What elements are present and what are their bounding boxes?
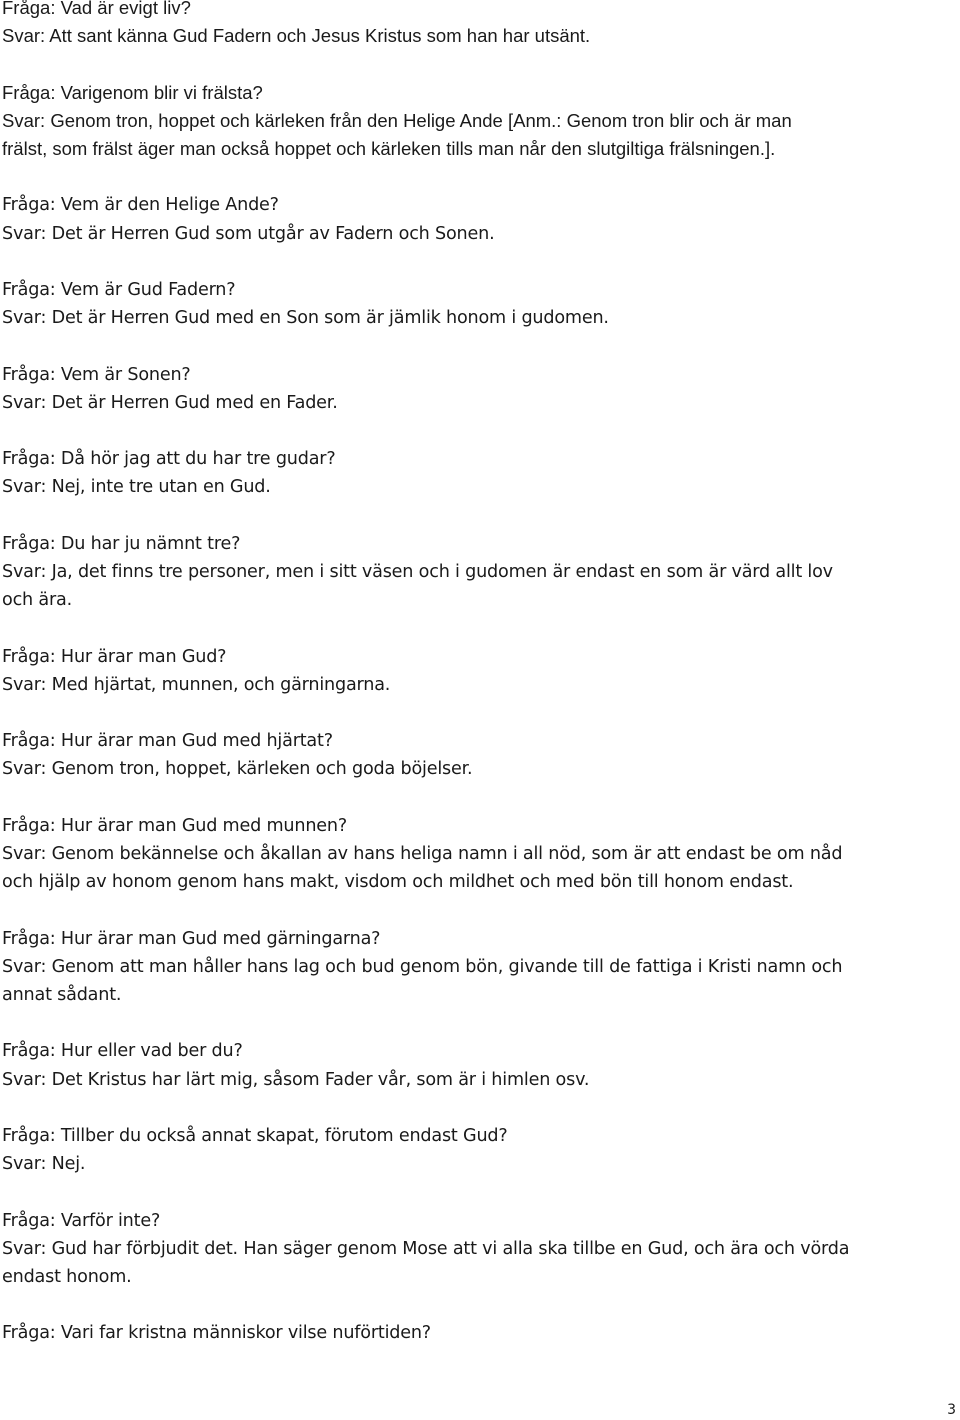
spacer	[2, 896, 942, 924]
question-10: Fråga: Hur ärar man Gud med munnen?	[2, 815, 347, 836]
answer-11-line-2: annat sådant.	[2, 984, 122, 1005]
answer-14-line-1: Svar: Gud har förbjudit det. Han säger genom Mose att vi alla ska tillbe en Gud, och ära och vörda	[2, 1238, 850, 1259]
answer-13: Svar: Nej.	[2, 1154, 86, 1175]
answer-2-line-1: Svar: Genom tron, hoppet och kärleken från den Helige Ande [Anm.: Genom tron blir och är man	[2, 109, 792, 131]
question-9: Fråga: Hur ärar man Gud med hjärtat?	[2, 731, 333, 752]
question-8: Fråga: Hur ärar man Gud?	[2, 646, 227, 667]
answer-1: Svar: Att sant känna Gud Fadern och Jesus Kristus som han har utsänt.	[2, 25, 591, 47]
spacer	[2, 1094, 942, 1122]
answer-14-line-2: endast honom.	[2, 1266, 132, 1287]
spacer	[2, 1009, 942, 1037]
spacer	[2, 163, 942, 191]
answer-7-line-2: och ära.	[2, 590, 72, 611]
question-1: Fråga: Vad är evigt liv?	[2, 0, 191, 18]
answer-8: Svar: Med hjärtat, munnen, och gärningarna.	[2, 674, 391, 695]
spacer	[2, 614, 942, 642]
answer-10-line-2: och hjälp av honom genom hans makt, visdom och mildhet och med bön till honom endast.	[2, 872, 794, 893]
question-12: Fråga: Hur eller vad ber du?	[2, 1041, 243, 1062]
question-6: Fråga: Då hör jag att du har tre gudar?	[2, 449, 336, 470]
answer-12: Svar: Det Kristus har lärt mig, såsom Fader vår, som är i himlen osv.	[2, 1069, 590, 1090]
question-14: Fråga: Varför inte?	[2, 1210, 161, 1231]
question-11: Fråga: Hur ärar man Gud med gärningarna?	[2, 928, 381, 949]
question-13: Fråga: Tillber du också annat skapat, förutom endast Gud?	[2, 1125, 508, 1146]
answer-6: Svar: Nej, inte tre utan en Gud.	[2, 477, 271, 498]
spacer	[2, 332, 942, 360]
spacer	[2, 1178, 942, 1206]
answer-7-line-1: Svar: Ja, det finns tre personer, men i sitt väsen och i gudomen är endast en som är värd allt lov	[2, 561, 833, 582]
spacer	[2, 502, 942, 530]
spacer	[2, 699, 942, 727]
answer-9: Svar: Genom tron, hoppet, kärleken och goda böjelser.	[2, 759, 473, 780]
question-2: Fråga: Varigenom blir vi frälsta?	[2, 81, 263, 103]
question-4: Fråga: Vem är Gud Fadern?	[2, 279, 236, 300]
answer-5: Svar: Det är Herren Gud med en Fader.	[2, 392, 338, 413]
answer-2-line-2: frälst, som frälst äger man också hoppet och kärleken tills man når den slutgiltiga frälsningen.].	[2, 138, 776, 159]
question-3: Fråga: Vem är den Helige Ande?	[2, 195, 279, 216]
answer-4: Svar: Det är Herren Gud med en Son som är jämlik honom i gudomen.	[2, 308, 609, 329]
spacer	[2, 417, 942, 445]
answer-11-line-1: Svar: Genom att man håller hans lag och bud genom bön, givande till de fattiga i Kristi namn och	[2, 956, 843, 977]
page-number: 3	[947, 1402, 956, 1418]
answer-3: Svar: Det är Herren Gud som utgår av Fadern och Sonen.	[2, 223, 495, 244]
spacer	[2, 784, 942, 812]
spacer	[2, 50, 942, 78]
question-7: Fråga: Du har ju nämnt tre?	[2, 533, 241, 554]
spacer	[2, 1291, 942, 1319]
answer-10-line-1: Svar: Genom bekännelse och åkallan av hans heliga namn i all nöd, som är att endast be om nåd	[2, 843, 843, 864]
document-page	[2, 0, 942, 1348]
question-15: Fråga: Vari far kristna människor vilse nuförtiden?	[2, 1323, 431, 1344]
question-5: Fråga: Vem är Sonen?	[2, 364, 191, 385]
spacer	[2, 248, 942, 276]
